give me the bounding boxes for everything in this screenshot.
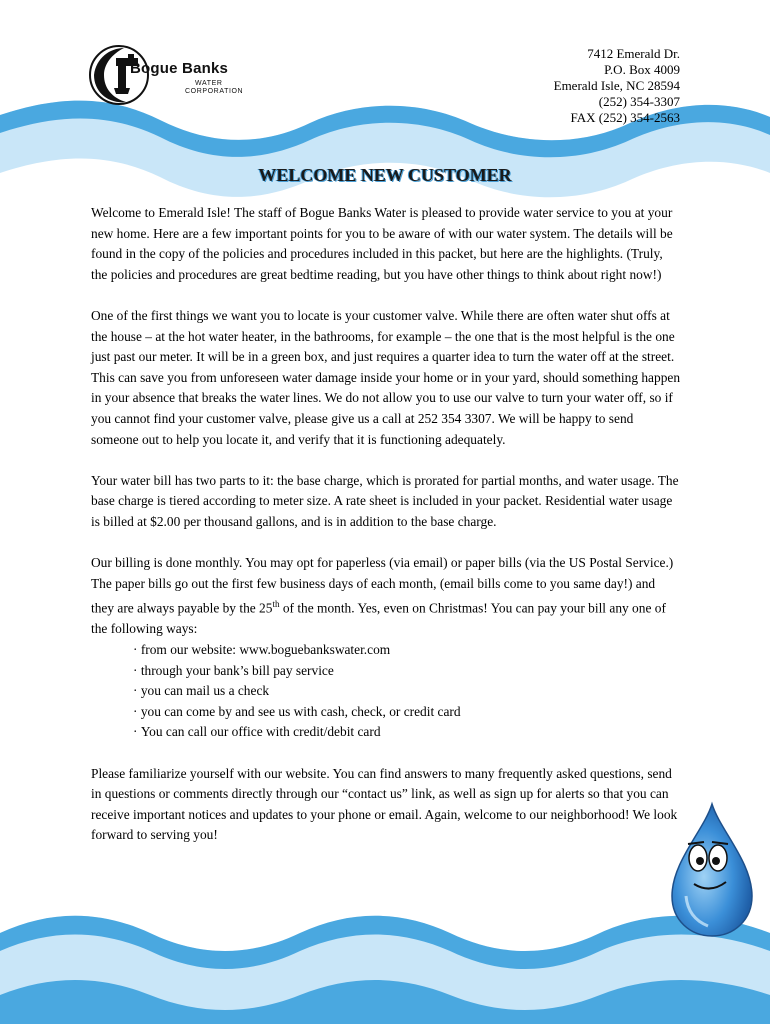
logo-subtitle-corporation: CORPORATION (185, 88, 244, 95)
address-phone: (252) 354-3307 (598, 94, 680, 109)
company-address-block (554, 46, 680, 126)
payment-method-item: · you can mail us a check (133, 681, 681, 702)
letter-body (91, 203, 681, 866)
bottom-wave-decoration (0, 905, 770, 1024)
paragraph-water-bill: Your water bill has two parts to it: the base charge, which is prorated for partial months, and water usage. The base charge is tiered according to meter size. A rate sheet is included in your packet. Residential water usage is billed at $2.00 per thousand gallons, and is in addition to the base charge. (91, 472, 679, 529)
address-city: Emerald Isle, NC 28594 (553, 78, 680, 93)
billing-text-part-2: of the month. Yes, even on Christmas! You can pay your bill any one of the following ways: (91, 600, 666, 637)
payment-method-item: · through your bank’s bill pay service (133, 661, 681, 682)
billing-ordinal-suffix: th (272, 599, 280, 610)
payment-method-item: · You can call our office with credit/debit card (133, 722, 681, 743)
payment-method-item: · you can come by and see us with cash, check, or credit card (133, 702, 681, 723)
logo-company-name: Bogue Banks (130, 60, 229, 77)
address-fax: FAX (252) 354-2563 (570, 110, 680, 125)
address-street: 7412 Emerald Dr. (587, 46, 680, 61)
billing-text-part-1: Our billing is done monthly. You may opt for paperless (via email) or paper bills (via the US Postal Service.) The paper bills go out the first few business days of each month, (email bills come to you same day!) and they are always payable by the 25 (91, 555, 674, 616)
paragraph-billing (91, 553, 681, 640)
address-po-box: P.O. Box 4009 (604, 62, 680, 77)
company-logo (88, 42, 258, 108)
payment-method-item: · from our website: www.boguebankswater.com (133, 640, 681, 661)
payment-methods-list (91, 640, 681, 743)
logo-subtitle-water: WATER (195, 80, 223, 87)
paragraph-website-closing: Please familiarize yourself with our website. You can find answers to many frequently asked questions, send in questions or comments directly through our “contact us” link, as well as sign up for alerts so that you can receive important notices and updates to your phone or email. Again, welcome to our neighborhood! We look forward to serving you! (91, 765, 678, 843)
paragraph-customer-valve: One of the first things we want you to locate is your customer valve. While there are often water shut offs at the house – at the hot water heater, in the bathrooms, for example – the one that is the most helpful is the one just past our meter. It will be in a green box, and just requires a quarter idea to turn the water off at the street. This can save you from unforeseen water damage inside your home or in your yard, should something happen in your absence that breaks the water lines. We do not allow you to use our valve to turn your water off, so if you cannot find your customer valve, please give us a call at 252 354 3307. We will be happy to send someone out to help you locate it, and verify that it is functioning adequately. (91, 307, 681, 447)
page-title: WELCOME NEW CUSTOMER (258, 165, 512, 185)
water-drop-mascot-icon (668, 800, 756, 940)
paragraph-welcome: Welcome to Emerald Isle! The staff of Bogue Banks Water is pleased to provide water service to you at your new home. Here are a few important points for you to be aware of with our water system. The details will be found in the copy of the policies and procedures included in this packet, but here are the highlights. (Truly, the policies and procedures are great bedtime reading, but you have other things to think about right now!) (91, 205, 673, 282)
